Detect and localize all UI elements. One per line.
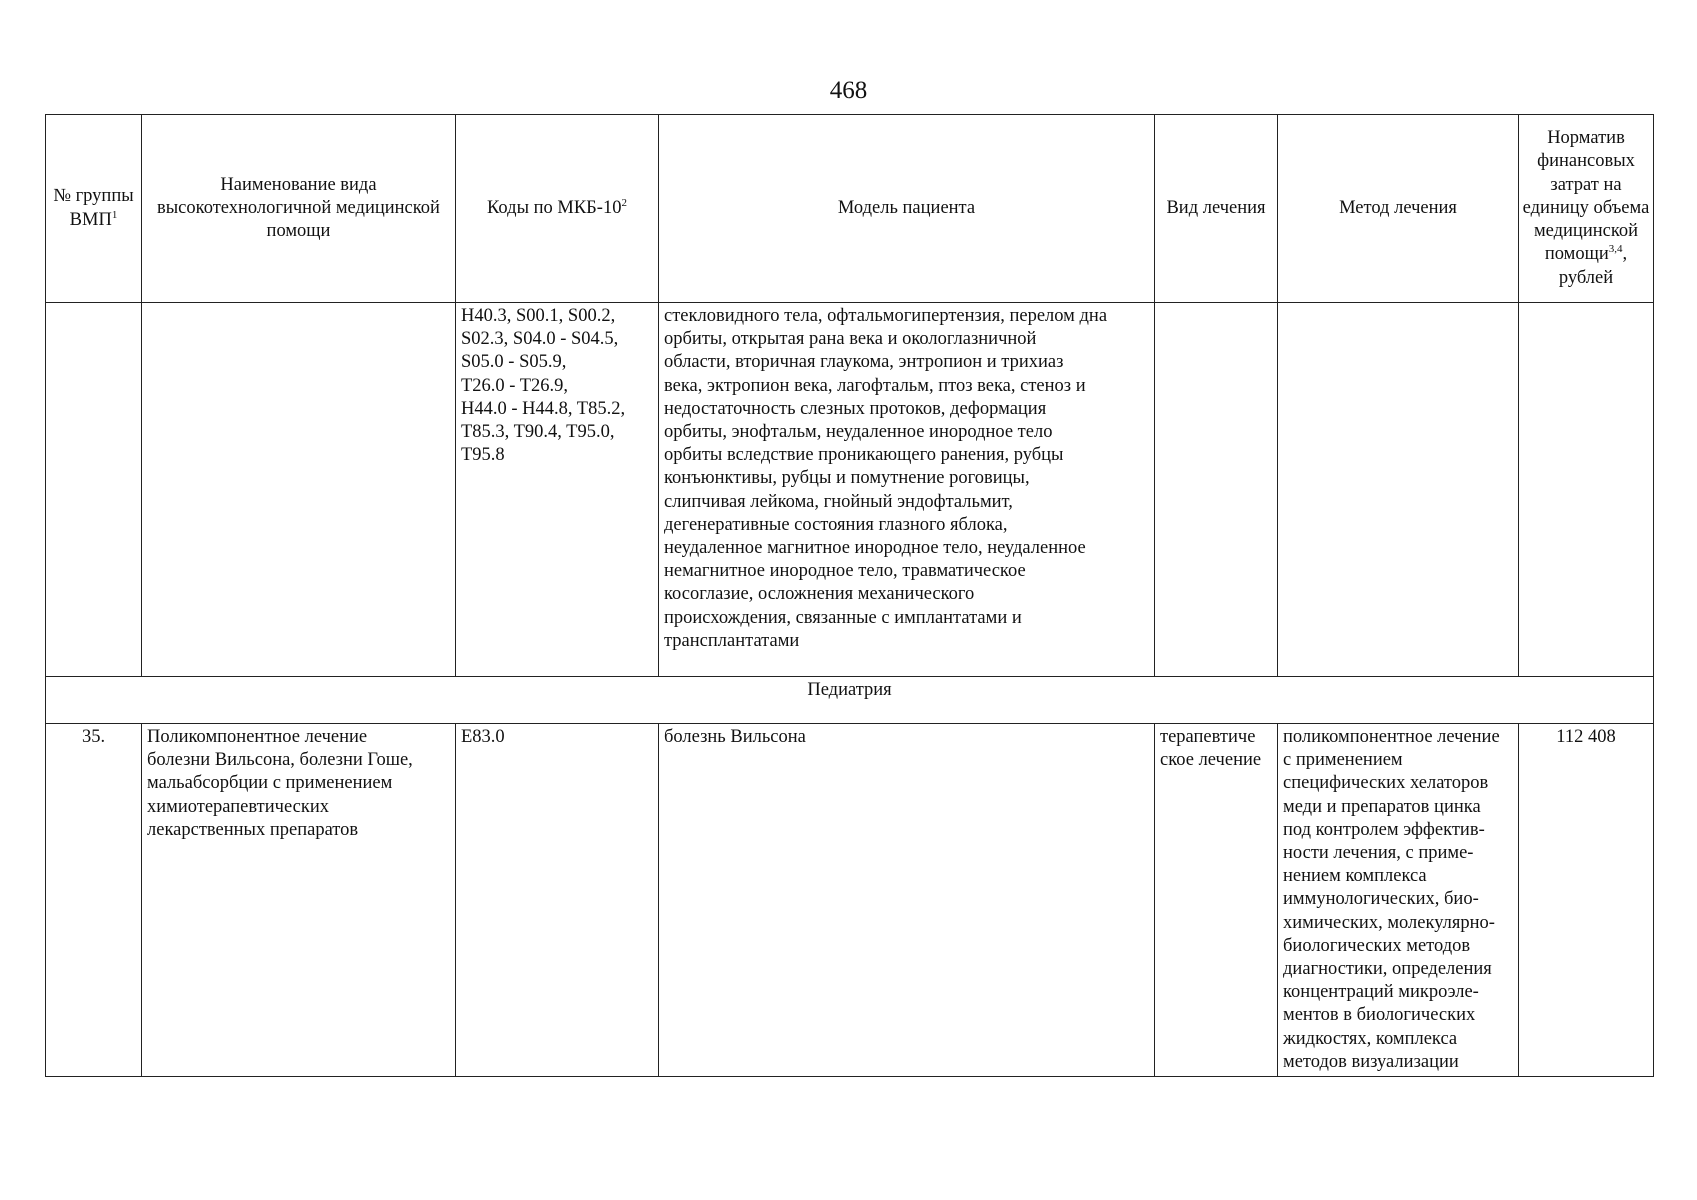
cell-name: Поликомпонентное лечение болезни Вильсона, болезни Гоше, мальабсорбции с применением химиотерапевтических лекарственных препаратов [142, 724, 456, 1077]
cell-treatment-type [1155, 303, 1278, 677]
header-norm: Норматив финансовых затрат на единицу объема медицинской помощи$^{3,4}$, рублей [1519, 115, 1654, 303]
cell-codes: H40.3, S00.1, S00.2, S02.3, S04.0 - S04.5, S05.0 - S05.9, T26.0 - T26.9, H44.0 - H44.8, T85.2, T85.3, T90.4, T95.0, T95.8 [456, 303, 659, 677]
header-group-no: № группы ВМП$^1$ [46, 115, 142, 303]
cell-model: болезнь Вильсона [659, 724, 1155, 1077]
header-treatment-type: Вид лечения [1155, 115, 1278, 303]
cell-norm: 112 408 [1519, 724, 1654, 1077]
page-number: 468 [829, 77, 868, 104]
table-row [46, 724, 1654, 1077]
table-row [46, 303, 1654, 677]
cell-method [1278, 303, 1519, 677]
header-name: Наименование вида высокотехнологичной медицинской помощи [142, 115, 456, 303]
cell-name [142, 303, 456, 677]
cell-model: стекловидного тела, офтальмогипертензия, перелом дна орбиты, открытая рана века и окологлазничной области, вторичная глаукома, энтропион и трихиаз века, эктропион века, лагофтальм, птоз века, стеноз и недостаточность слезных протоков, деформация орбиты, энофтальм, неудаленное инородное тело орбиты вследствие проникающего ранения, рубцы конъюнктивы, рубцы и помутнение роговицы, слипчивая лейкома, гнойный эндофтальмит, дегенеративные состояния глазного яблока, неудаленное магнитное инородное тело, неудаленное немагнитное инородное тело, травматическое косоглазие, осложнения механического происхождения, связанные с имплантатами и трансплантатами [659, 303, 1155, 677]
cell-treatment-type: терапевтиче ское лечение [1155, 724, 1278, 1077]
cell-group-no: 35. [46, 724, 142, 1077]
vmp-table [45, 114, 1654, 1077]
cell-method: поликомпонентное лечение с применением специфических хелаторов меди и препаратов цинка под контролем эффектив- ности лечения, с приме- нением комплекса иммунологических, био- химических, молекулярно- биологических методов диагностики, определения концентраций микроэле- ментов в биологических жидкостях, комплекса методов визуализации [1278, 724, 1519, 1077]
cell-norm [1519, 303, 1654, 677]
header-codes: Коды по МКБ-$10^2$ [456, 115, 659, 303]
header-method: Метод лечения [1278, 115, 1519, 303]
section-title: Педиатрия [46, 677, 1654, 724]
header-model: Модель пациента [659, 115, 1155, 303]
table-header-row [46, 115, 1654, 303]
cell-group-no [46, 303, 142, 677]
cell-codes: E83.0 [456, 724, 659, 1077]
section-row [46, 677, 1654, 724]
